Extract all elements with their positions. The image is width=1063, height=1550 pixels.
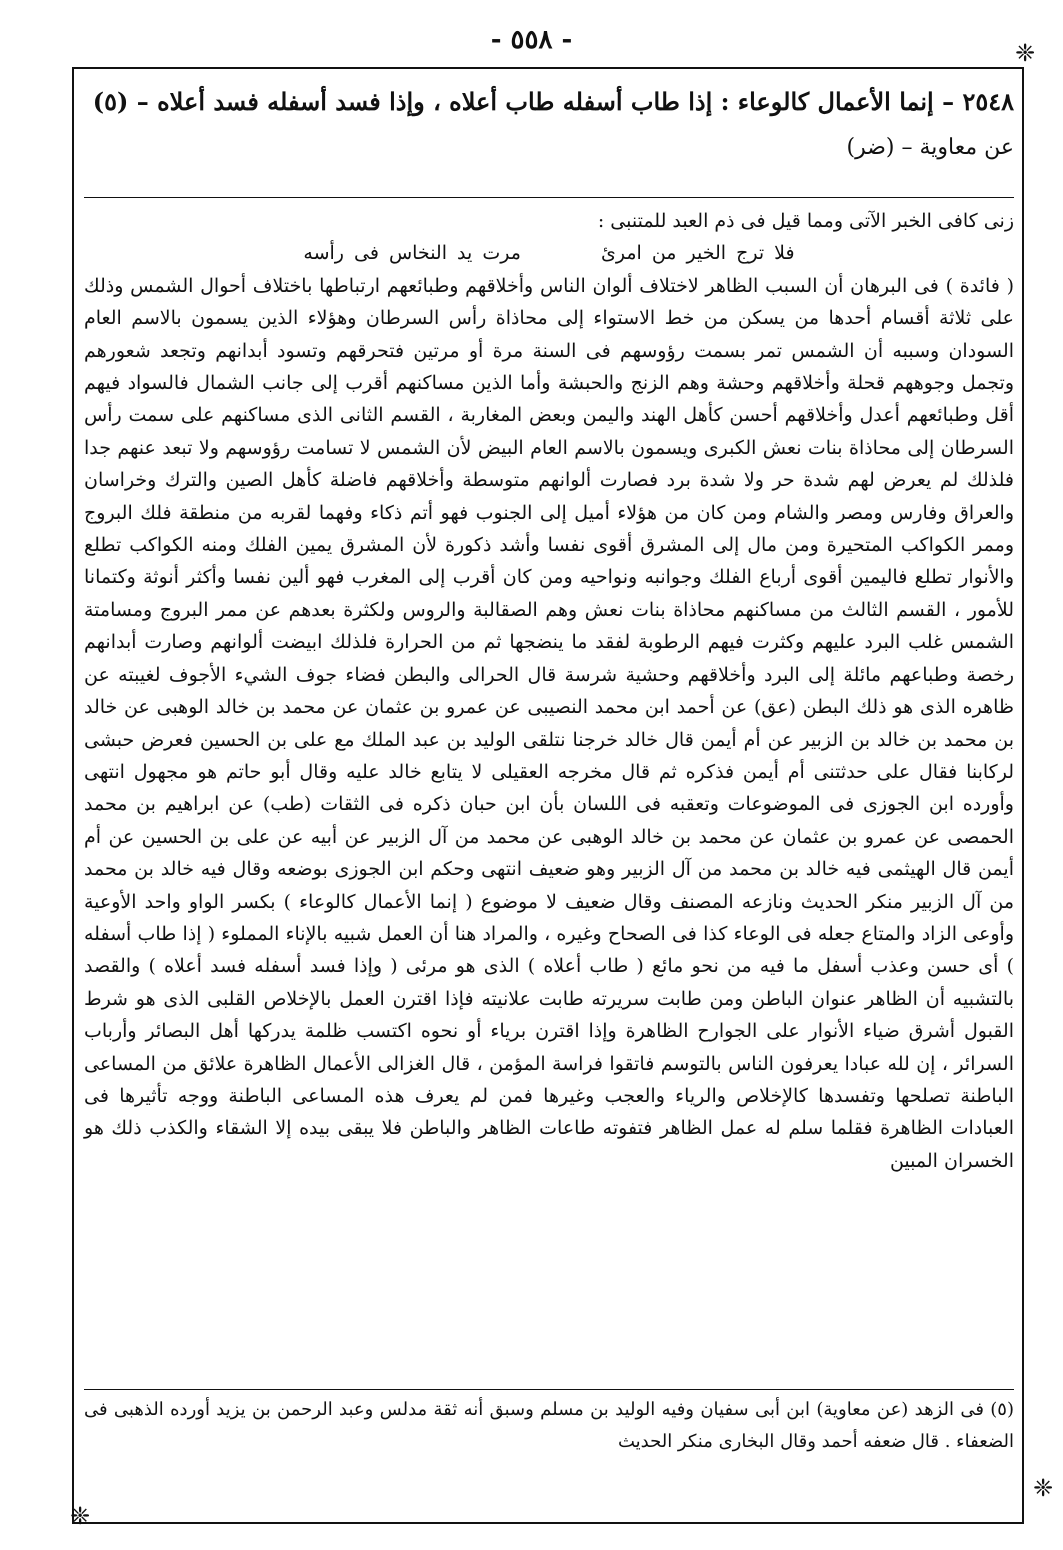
corner-ornament-icon: ❈ <box>1032 1474 1054 1502</box>
verse-second-hemistich: مرت يد النخاس فى رأسه <box>303 242 521 265</box>
corner-ornament-icon: ❈ <box>1014 39 1036 67</box>
commentary-intro: زنى كافى الخبر الآتى ومما قيل فى ذم العبد للمتنبى : <box>597 210 1014 232</box>
hadith-source: عن معاوية – (ضر) <box>846 135 1014 160</box>
verse-first-hemistich: فلا ترج الخير من امرئ <box>600 242 795 265</box>
corner-ornament-icon: ❈ <box>69 1502 91 1530</box>
footnote-divider <box>84 1389 1014 1390</box>
hadith-number: ٢٥٤٨ <box>962 87 1014 116</box>
poem-verse <box>84 237 1014 269</box>
hadith-block <box>84 80 1014 170</box>
commentary-body: ( فائدة ) فى البرهان أن السبب الظاهر لاختلاف ألوان الناس وأخلاقهم وطبائعهم ارتباطها باختلاف أحوال الشمس وذلك على ثلاثة أقسام أحدها من يسكن من خط الاستواء إلى محاذاة رأس السرطان وهؤلاء الذين يسمون بالاسم العام السودان وسببه أن الشمس تمر بسمت رؤوسهم فى السنة مرة أو مرتين فتحرقهم وتسود أبدانهم وتجعد شعورهم وتجمل وجوههم قحلة وأخلاقهم وحشة وهم الزنج والحبشة وأما الذين مساكنهم أقرب إلى جانب الشمال فالسواد فيهم أقل وطبائعهم أعدل وأخلاقهم أحسن كأهل الهند واليمن وبعض المغاربة ، القسم الثانى الذى مساكنهم على سمت رأس السرطان إلى محاذاة بنات نعش الكبرى ويسمون بالاسم العام البيض لأن الشمس لا تسامت رؤوسهم ولا تبعد عنهم جدا فلذلك لم يعرض لهم شدة حر ولا شدة برد فصارت ألوانهم متوسطة وأخلاقهم فاضلة كأهل الصين والترك وخراسان والعراق وفارس ومصر والشام ومن كان من هؤلاء أميل إلى الجنوب فهو أتم ذكاء وفهما لقربه من منطقة فلك البروج وممر الكواكب المتحيرة ومن مال إلى المشرق أقوى نفسا وأشد ذكورة لأن المشرق يمين الفلك ومنه الكواكب تطلع والأنوار تطلع فاليمين أقوى أرباع الفلك وجوانبه ونواحيه ومن كان أقرب إلى المغرب فهو ألين نفسا وأكثر أنوثة وكتمانا للأمور ، القسم الثالث من مساكنهم محاذاة بنات نعش وهم الصقالبة والروس ولكثرة بعدهم عن ممر البروج ومسامتة الشمس غلب البرد عليهم وكثرت فيهم الرطوبة لفقد ما ينضجها ثم من الحرارة فلذلك ابيضت ألوانهم وصارت أبدانهم رخصة وطباعهم مائلة إلى البرد وأخلاقهم وحشية شرسة قال الحرالى والبطن فضاء جوف الشيء الأجوف لغيبته عن ظاهره الذى هو ذلك البطن (عق) عن أحمد ابن محمد النصيبى عن عمرو بن عثمان عن محمد بن خالد الوهبى عن خالد بن محمد بن خالد بن الزبير عن أم أيمن قال خالد خرجنا نتلقى الوليد بن عبد الملك مع على بن الحسين فعرض حبشى لركابنا فقال على حدثتنى أم أيمن فذكره ثم قال مخرجه العقيلى لا يتابع خالد عليه وقال أبو حاتم هو مجهول انتهى وأورده ابن الجوزى فى الموضوعات وتعقبه فى اللسان بأن ابن حبان ذكره فى الثقات (طب) عن ابراهيم بن محمد الحمصى عن عمرو بن عثمان عن محمد بن خالد الوهبى عن محمد من آل الزبير عن أبيه عن على بن الحسين عن أم أيمن قال الهيثمى فيه خالد بن محمد من آل الزبير وهو ضعيف انتهى وحكم ابن الجوزى بوضعه وقال فيه خالد بن محمد من آل الزبير منكر الحديث ونازعه المصنف وقال ضعيف لا موضوع ( إنما الأعمال كالوعاء ) بكسر الواو واحد الأوعية وأوعى الزاد والمتاع جعله فى الوعاء كذا فى الصحاح وغيره ، والمراد هنا أن العمل شبيه بالإناء المملوء ( إذا طاب أسفله ) أى حسن وعذب أسفل ما فيه من نحو مائع ( طاب أعلاه ) الذى هو مرئى ( وإذا فسد أسفله فسد أعلاه ) والقصد بالتشبيه أن الظاهر عنوان الباطن ومن طابت سريرته طابت علانيته فإذا اقترن العمل بالإخلاص القلبى الذى هو شرط القبول أشرق ضياء الأنوار على الجوارح الظاهرة وإذا اقترن برياء أو نحوه اكتسب ظلمة يدركها أهل البصائر وأرباب السرائر ، إن لله عبادا يعرفون الناس بالتوسم فاتقوا فراسة المؤمن ، قال الغزالى الأعمال الظاهرة علائق من المساعى الباطنة تصلحها وتفسدها كالإخلاص والرياء والعجب وغيرها فمن لم يعرف هذه المساعى الباطنة ووجه تأثيرها فى العبادات الظاهرة فقلما سلم له عمل الظاهر فتفوته طاعات الظاهر والباطن فلا يبقى بيده إلا الشقاء والكذب ذلك هو الخسران المبين <box>84 274 1014 1172</box>
commentary-block <box>84 205 1014 1177</box>
page-number: - ٥٥٨ - <box>490 25 573 55</box>
footnote: (٥) فى الزهد (عن معاوية) ابن أبى سفيان وفيه الوليد بن مسلم وسبق أنه ثقة مدلس وعبد الرحمن بن يزيد أورده الذهبى فى الضعفاء . قال ضعفه أحمد وقال البخارى منكر الحديث <box>84 1399 1014 1452</box>
hadith-text: – إنما الأعمال كالوعاء : إذا طاب أسفله طاب أعلاه ، وإذا فسد أسفله فسد أعلاه – (٥) <box>92 87 955 116</box>
header-divider <box>84 197 1014 198</box>
